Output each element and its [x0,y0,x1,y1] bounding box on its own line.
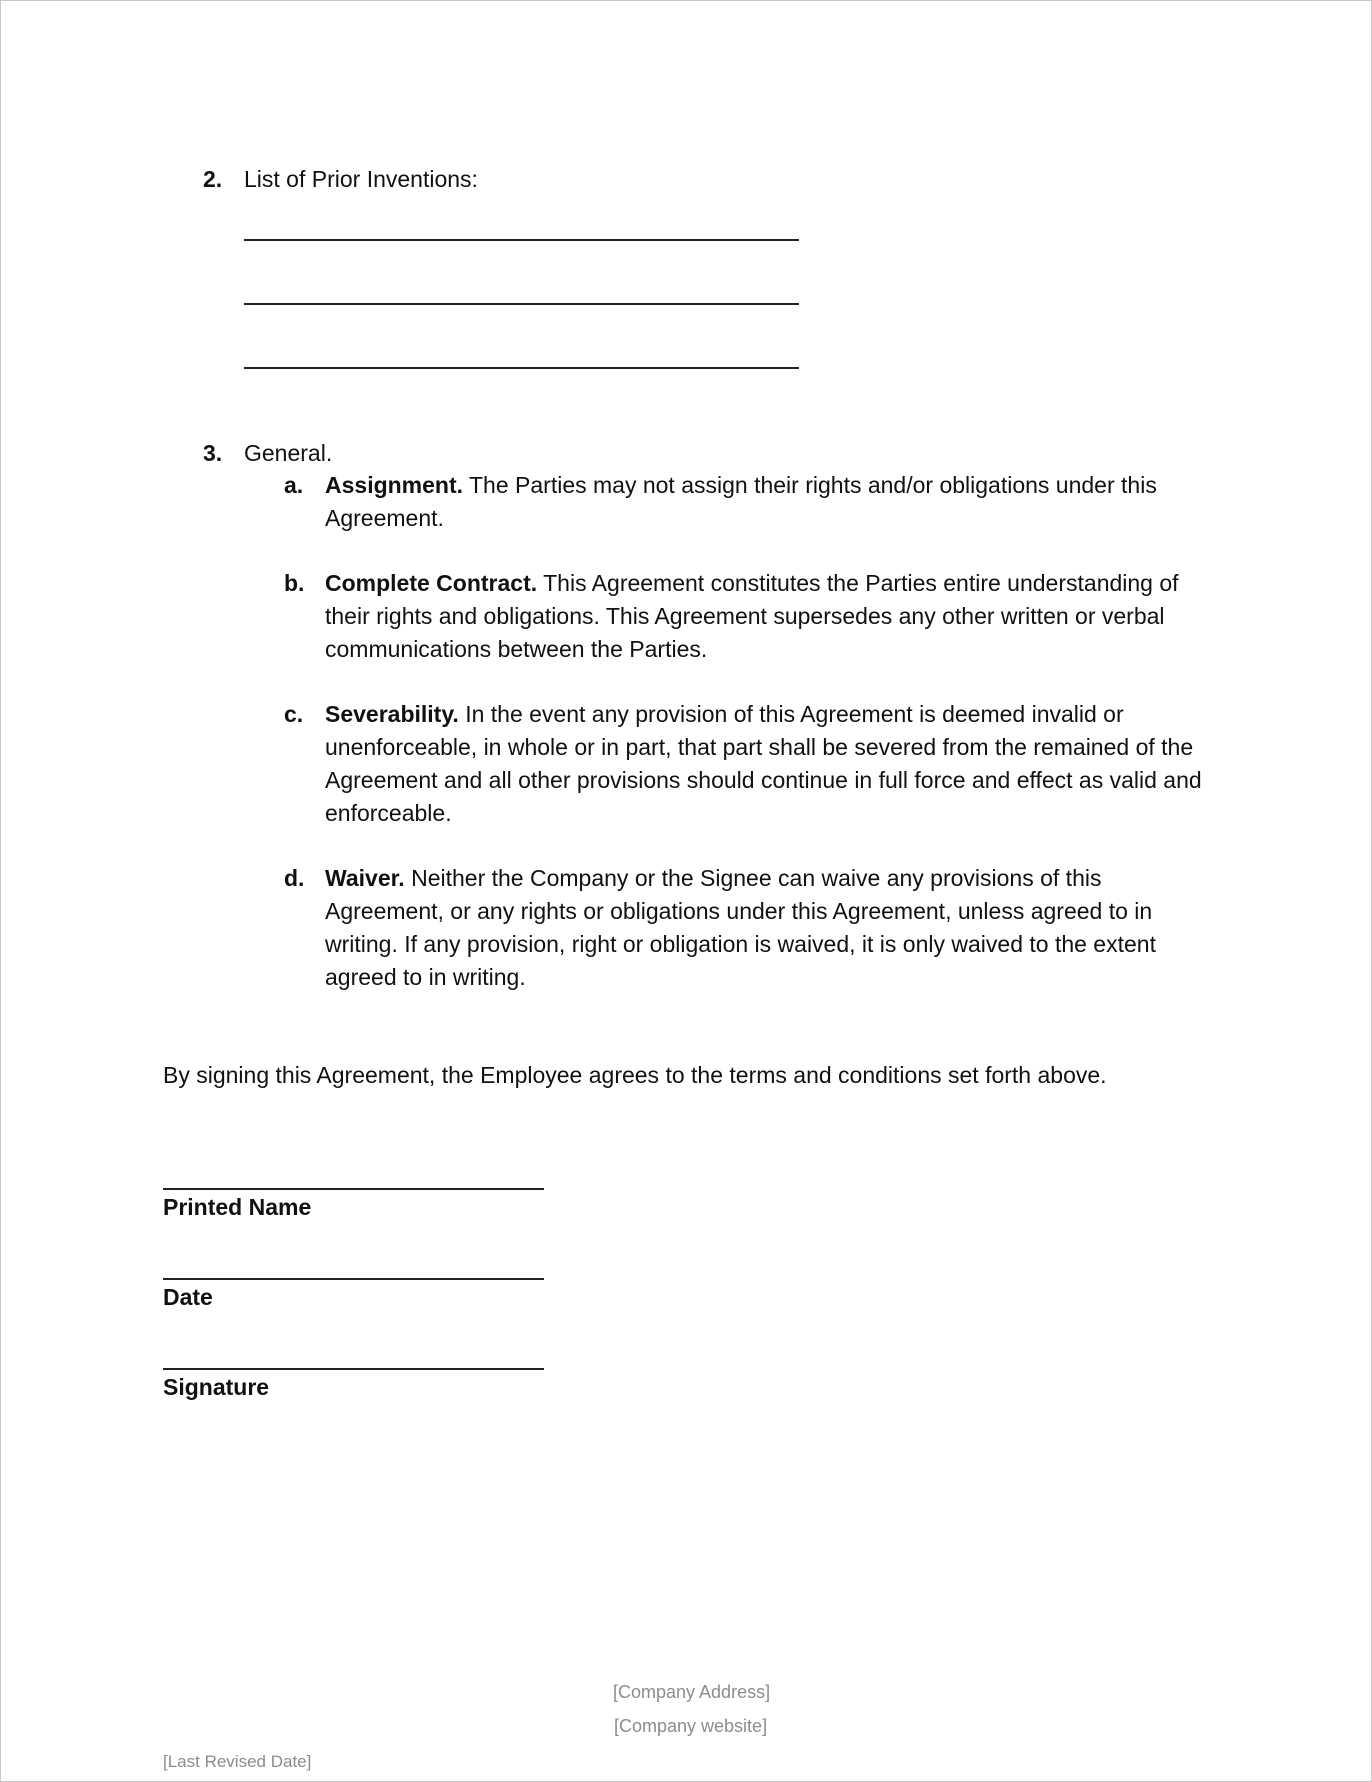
assignment-paragraph [325,469,1225,535]
complete-contract-paragraph [325,567,1225,666]
date-label: Date [163,1284,213,1310]
printed-name-line[interactable] [163,1188,544,1190]
waiver-heading: Waiver. [325,865,405,891]
waiver-text: Neither the Company or the Signee can waive any provisions of this Agreement, or any rights or obligations under this Agreement, unless agreed to in writing. If any provision, right or obligation is waived, it is only waived to the extent agreed to in writing. [325,865,1156,990]
severability-paragraph [325,698,1225,830]
assignment-heading: Assignment. [325,472,464,498]
item-b-letter: b. [284,570,305,596]
waiver-paragraph [325,862,1225,994]
closing-statement: By signing this Agreement, the Employee agrees to the terms and conditions set forth above. [163,1062,1107,1088]
signature-line[interactable] [163,1368,544,1370]
assignment-text: The Parties may not assign their rights and/or obligations under this Agreement. [325,472,1157,531]
item-a-letter: a. [284,472,304,498]
section-3-title: General. [244,440,333,466]
printed-name-label: Printed Name [163,1194,312,1220]
severability-heading: Severability. [325,701,459,727]
section-3-number: 3. [203,440,223,466]
company-website: [Company website] [614,1716,768,1736]
prior-invention-line-3[interactable] [244,367,799,369]
prior-invention-line-2[interactable] [244,303,799,305]
last-revised-date: [Last Revised Date] [163,1752,312,1771]
company-address: [Company Address] [613,1682,771,1702]
complete-contract-heading: Complete Contract. [325,570,538,596]
item-d-letter: d. [284,865,305,891]
item-c-letter: c. [284,701,304,727]
section-2-number: 2. [203,166,223,192]
prior-invention-line-1[interactable] [244,239,799,241]
date-line[interactable] [163,1278,544,1280]
complete-contract-text: This Agreement constitutes the Parties entire understanding of their rights and obligations. This Agreement supersedes any other written or verbal communications between the Parties. [325,570,1179,662]
severability-text: In the event any provision of this Agreement is deemed invalid or unenforceable, in whole or in part, that part shall be severed from the remained of the Agreement and all other provisions should continue in full force and effect as valid and enforceable. [325,701,1202,826]
signature-label: Signature [163,1374,270,1400]
section-2-title: List of Prior Inventions: [244,166,478,192]
